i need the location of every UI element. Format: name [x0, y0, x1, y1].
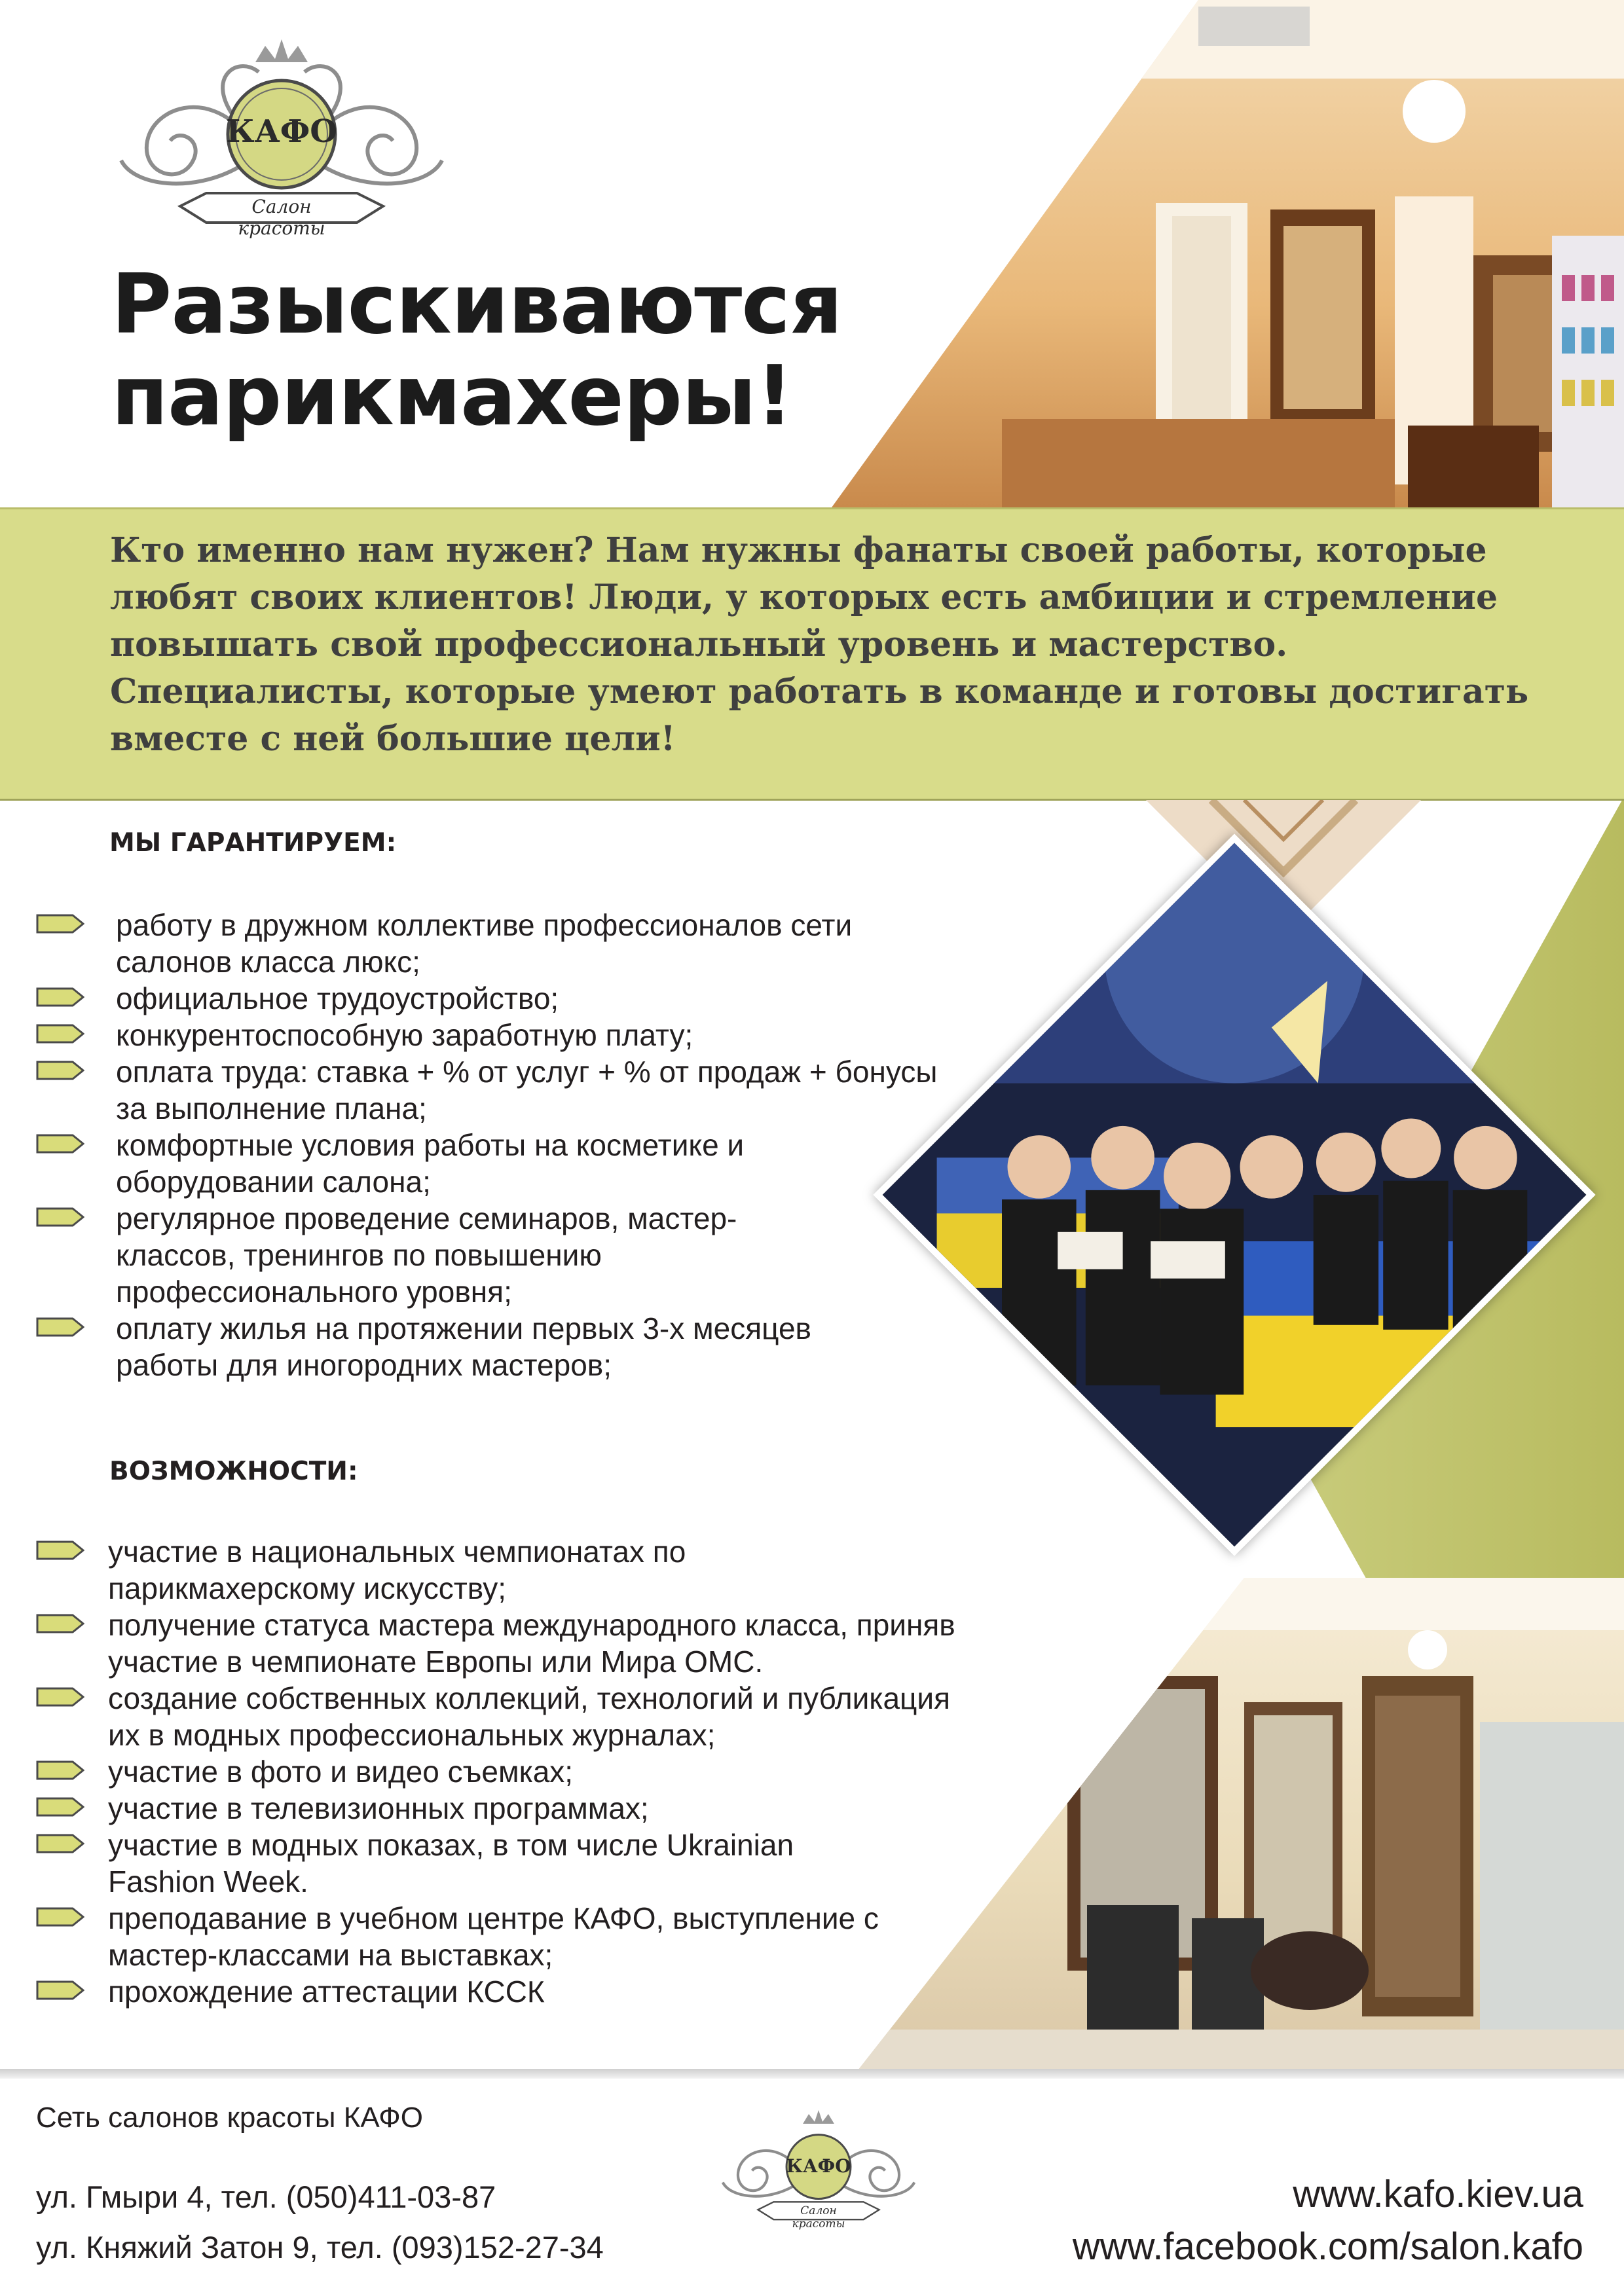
list-item [36, 1827, 894, 1900]
opportunity-item-3: создание собственных коллекций, технологий и публикация их в модных профессиональных журналах; [108, 1681, 950, 1752]
footer-address-1: ул. Гмыри 4, тел. (050)411-03-87 [36, 2179, 496, 2214]
footer-facebook-link[interactable]: www.facebook.com/salon.kafo [1072, 2225, 1583, 2268]
arrow-bullet-icon [36, 1060, 84, 1081]
list-item [36, 1790, 953, 1827]
footer-logo-tagline: Салон красоты [792, 2204, 845, 2231]
arrow-bullet-icon [36, 987, 84, 1008]
list-item [36, 1533, 802, 1607]
guarantee-list [36, 907, 953, 1383]
logo-footer [714, 2108, 923, 2239]
list-item [36, 1753, 953, 1790]
list-item [36, 1900, 959, 1973]
intro-text: Кто именно нам нужен? Нам нужны фанаты своей работы, которые любят своих клиентов! Люди, у которых есть амбиции и стремление повышать свой профессиональный уровень и мастерство. Специалисты, которые умеют работать в команде и готовы достигать вместе с ней большие цели! [110, 530, 1529, 759]
footer-website-link[interactable]: www.kafo.kiev.ua [1293, 2173, 1583, 2215]
guarantee-item-4: оплата труда: ставка + % от услуг + % от продаж + бонусы за выполнение плана; [116, 1055, 938, 1125]
opportunity-item-7: преподавание в учебном центре КАФО, выступление с мастер-классами на выставках; [108, 1901, 879, 1972]
arrow-bullet-icon [36, 1540, 84, 1561]
opportunity-item-8: прохождение аттестации КССК [108, 1975, 545, 2009]
guarantee-item-3: конкурентоспособную заработную плату; [116, 1018, 693, 1052]
list-item [36, 907, 941, 980]
opportunity-item-6: участие в модных показах, в том числе Ukrainian Fashion Week. [108, 1828, 794, 1899]
opportunity-item-2: получение статуса мастера международного класса, приняв участие в чемпионате Европы или Мира OMC. [108, 1608, 955, 1679]
footer-network-name: Сеть салонов красоты КАФО [36, 2102, 423, 2134]
logo-name: КАФО [225, 113, 338, 150]
arrow-bullet-icon [36, 1317, 84, 1338]
arrow-bullet-icon [36, 1760, 84, 1781]
opportunities-list [36, 1533, 953, 2010]
arrow-bullet-icon [36, 1133, 84, 1154]
list-item [36, 1053, 941, 1127]
arrow-bullet-icon [36, 1613, 84, 1634]
salon-interior-photo-top [832, 0, 1624, 507]
opportunity-item-1: участие в национальных чемпионатах по парикмахерскому искусству; [108, 1535, 686, 1605]
opportunity-item-4: участие в фото и видео съемках; [108, 1755, 574, 1789]
list-item [36, 1200, 771, 1310]
list-item [36, 1310, 921, 1383]
arrow-bullet-icon [36, 1833, 84, 1854]
arrow-bullet-icon [36, 1686, 84, 1707]
guarantee-item-6: регулярное проведение семинаров, мастер-классов, тренингов по повышению профессионального уровня; [116, 1201, 737, 1309]
arrow-bullet-icon [36, 1906, 84, 1927]
opportunity-item-5: участие в телевизионных программах; [108, 1791, 649, 1825]
guarantee-item-1: работу в дружном коллективе профессионалов сети салонов класса люкс; [116, 908, 853, 979]
list-item [36, 1017, 953, 1053]
title-line-2: парикмахеры! [111, 348, 793, 444]
arrow-bullet-icon [36, 1023, 84, 1044]
page-title [111, 256, 923, 444]
list-item [36, 1607, 972, 1680]
list-item [36, 1973, 953, 2010]
guarantee-item-5: комфортные условия работы на косметике и оборудовании салона; [116, 1128, 745, 1199]
guarantee-heading: МЫ ГАРАНТИРУЕМ: [109, 828, 397, 858]
footer-address-2: ул. Княжий Затон 9, тел. (093)152-27-34 [36, 2230, 604, 2265]
guarantee-item-2: официальное трудоустройство; [116, 981, 559, 1015]
footer-logo-name: КАФО [786, 2155, 851, 2177]
list-item [36, 1680, 979, 1753]
arrow-bullet-icon [36, 1207, 84, 1228]
list-item [36, 980, 953, 1017]
arrow-bullet-icon [36, 913, 84, 934]
logo-tagline: Салон красоты [238, 196, 325, 239]
title-line-1: Разыскиваются [111, 256, 842, 352]
list-item [36, 1127, 836, 1200]
opportunities-heading: ВОЗМОЖНОСТИ: [109, 1457, 358, 1486]
arrow-bullet-icon [36, 1796, 84, 1817]
arrow-bullet-icon [36, 1980, 84, 2001]
guarantee-item-7: оплату жилья на протяжении первых 3-х месяцев работы для иногородних мастеров; [116, 1311, 811, 1382]
logo-top [108, 36, 455, 255]
